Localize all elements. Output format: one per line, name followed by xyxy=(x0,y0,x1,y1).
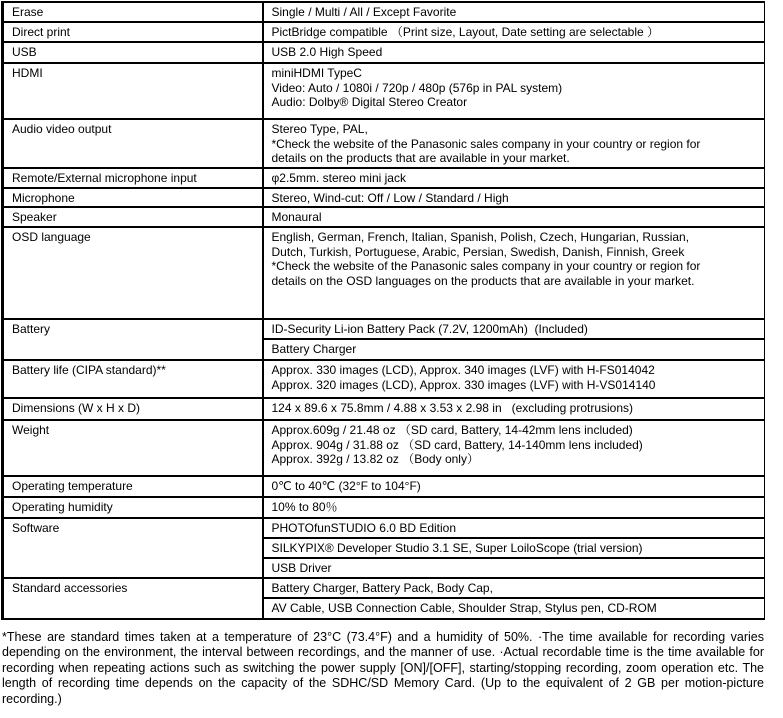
spec-label-battery-life: Battery life (CIPA standard)** xyxy=(3,360,263,398)
spec-row-software xyxy=(3,518,765,538)
value-line: φ2.5mm. stereo mini jack xyxy=(271,170,406,185)
spec-label-speaker: Speaker xyxy=(3,207,263,227)
spec-value-operating-temperature xyxy=(263,476,765,497)
spec-value-dimensions xyxy=(263,398,765,420)
spec-row-standard-accessories xyxy=(3,578,765,598)
spec-label-operating-temperature: Operating temperature xyxy=(3,476,263,497)
value-line: Stereo Type, PAL, xyxy=(271,122,368,136)
footnote-text: *These are standard times taken at a temperature of 23°C (73.4°F) and a humidity of 50%. ·The time available for recording varies depending on the environment, the interval between recordings, and the manner of use. ·Actual recordable time is the time available for recording when repeating actions such as switching the power supply [ON]/[OFF], starting/stopping recording, zoom operation etc. The length of recording time depends on the capacity of the SDHC/SD Memory Card. (Up to the equivalent of 2 GB per motion-picture recording.) xyxy=(2,630,764,706)
value-line: Battery Charger, Battery Pack, Body Cap, xyxy=(271,581,493,595)
value-line: Audio: Dolby® Digital Stereo Creator xyxy=(271,95,468,109)
spec-row-usb xyxy=(3,42,765,63)
spec-row-speaker xyxy=(3,207,765,227)
spec-value-usb xyxy=(263,42,765,63)
value-line: Approx.609g / 21.48 oz （SD card, Battery, 14-42mm lens included) xyxy=(271,423,633,437)
spec-value-battery-pack xyxy=(263,319,765,339)
spec-label-operating-humidity: Operating humidity xyxy=(3,497,263,518)
value-line: miniHDMI TypeC xyxy=(271,66,362,80)
spec-value-battery-life xyxy=(263,360,765,398)
spec-value-software-3 xyxy=(263,558,765,578)
spec-table xyxy=(1,1,765,620)
value-line: Approx. 320 images (LCD), Approx. 330 images (LVF) with H-VS014140 xyxy=(271,377,656,392)
value-line: 124 x 89.6 x 75.8mm / 4.88 x 3.53 x 2.98 in (excluding protrusions) xyxy=(271,401,634,415)
value-line: PictBridge compatible （Print size, Layout, Date setting are selectable ） xyxy=(271,25,660,39)
value-line: details on the OSD languages on the products that are available in your market. xyxy=(271,273,695,288)
value-line: Video: Auto / 1080i / 720p / 480p (576p in PAL system) xyxy=(271,80,563,95)
spec-row-operating-humidity xyxy=(3,497,765,518)
spec-value-software-2 xyxy=(263,538,765,558)
spec-value-hdmi xyxy=(263,63,765,119)
value-line: PHOTOfunSTUDIO 6.0 BD Edition xyxy=(271,521,457,535)
spec-row-battery xyxy=(3,319,765,339)
value-line: SILKYPIX® Developer Studio 3.1 SE, Super LoiloScope (trial version) xyxy=(271,541,643,555)
spec-label-weight: Weight xyxy=(3,420,263,476)
value-line: *Check the website of the Panasonic sales company in your country or region for xyxy=(271,259,701,273)
value-line: ID-Security Li-ion Battery Pack (7.2V, 1200mAh) (Included) xyxy=(271,322,588,336)
value-line: English, German, French, Italian, Spanish, Polish, Czech, Hungarian, Russian, xyxy=(271,230,690,244)
spec-row-remote-mic-input xyxy=(3,168,765,188)
spec-label-erase: Erase xyxy=(3,2,263,22)
value-line: Single / Multi / All / Except Favorite xyxy=(271,5,457,19)
spec-row-hdmi xyxy=(3,63,765,119)
spec-label-usb: USB xyxy=(3,42,263,63)
value-line: Approx. 904g / 31.88 oz （SD card, Battery, 14-140mm lens included) xyxy=(271,437,643,452)
spec-row-erase xyxy=(3,2,765,22)
spec-value-standard-accessories-2 xyxy=(263,598,765,619)
spec-row-battery-life xyxy=(3,360,765,398)
spec-row-weight xyxy=(3,420,765,476)
spec-label-dimensions: Dimensions (W x H x D) xyxy=(3,398,263,420)
value-line: Stereo, Wind-cut: Off / Low / Standard / High xyxy=(271,190,509,205)
value-line: *Check the website of the Panasonic sales company in your country or region for xyxy=(271,136,701,151)
value-line: Monaural xyxy=(271,210,322,224)
value-line: Dutch, Turkish, Portuguese, Arabic, Persian, Swedish, Danish, Finnish, Greek xyxy=(271,244,685,259)
spec-value-osd-language xyxy=(263,227,765,319)
value-line: 10% to 80％ xyxy=(271,500,338,514)
value-line: USB Driver xyxy=(271,561,332,575)
value-line: Approx. 392g / 13.82 oz （Body only） xyxy=(271,452,479,466)
spec-value-erase xyxy=(263,2,765,22)
spec-row-osd-language xyxy=(3,227,765,319)
spec-value-microphone xyxy=(263,188,765,208)
spec-label-battery: Battery xyxy=(3,319,263,360)
spec-label-hdmi: HDMI xyxy=(3,63,263,119)
spec-label-audio-video-output: Audio video output xyxy=(3,119,263,168)
value-line: Battery Charger xyxy=(271,342,357,356)
spec-label-remote-mic-input: Remote/External microphone input xyxy=(3,168,263,188)
spec-row-audio-video-output xyxy=(3,119,765,168)
spec-label-osd-language: OSD language xyxy=(3,227,263,319)
spec-value-speaker xyxy=(263,207,765,227)
spec-value-remote-mic-input xyxy=(263,168,765,188)
value-line: AV Cable, USB Connection Cable, Shoulder Strap, Stylus pen, CD-ROM xyxy=(271,600,657,615)
spec-value-operating-humidity xyxy=(263,497,765,518)
spec-value-weight xyxy=(263,420,765,476)
spec-row-direct-print xyxy=(3,22,765,42)
value-line: USB 2.0 High Speed xyxy=(271,45,383,59)
spec-row-operating-temperature xyxy=(3,476,765,497)
spec-value-standard-accessories-1 xyxy=(263,578,765,598)
spec-row-microphone xyxy=(3,188,765,208)
spec-label-direct-print: Direct print xyxy=(3,22,263,42)
spec-sheet-page xyxy=(0,1,783,718)
spec-value-software-1 xyxy=(263,518,765,538)
spec-label-standard-accessories: Standard accessories xyxy=(3,578,263,619)
spec-value-battery-charger xyxy=(263,339,765,360)
value-line: 0℃ to 40℃ (32°F to 104°F) xyxy=(271,479,421,493)
value-line: details on the products that are available in your market. xyxy=(271,151,570,165)
spec-value-audio-video-output xyxy=(263,119,765,168)
spec-row-dimensions xyxy=(3,398,765,420)
spec-label-software: Software xyxy=(3,518,263,578)
value-line: Approx. 330 images (LCD), Approx. 340 images (LVF) with H-FS014042 xyxy=(271,363,655,377)
spec-label-microphone: Microphone xyxy=(3,188,263,208)
spec-value-direct-print xyxy=(263,22,765,42)
